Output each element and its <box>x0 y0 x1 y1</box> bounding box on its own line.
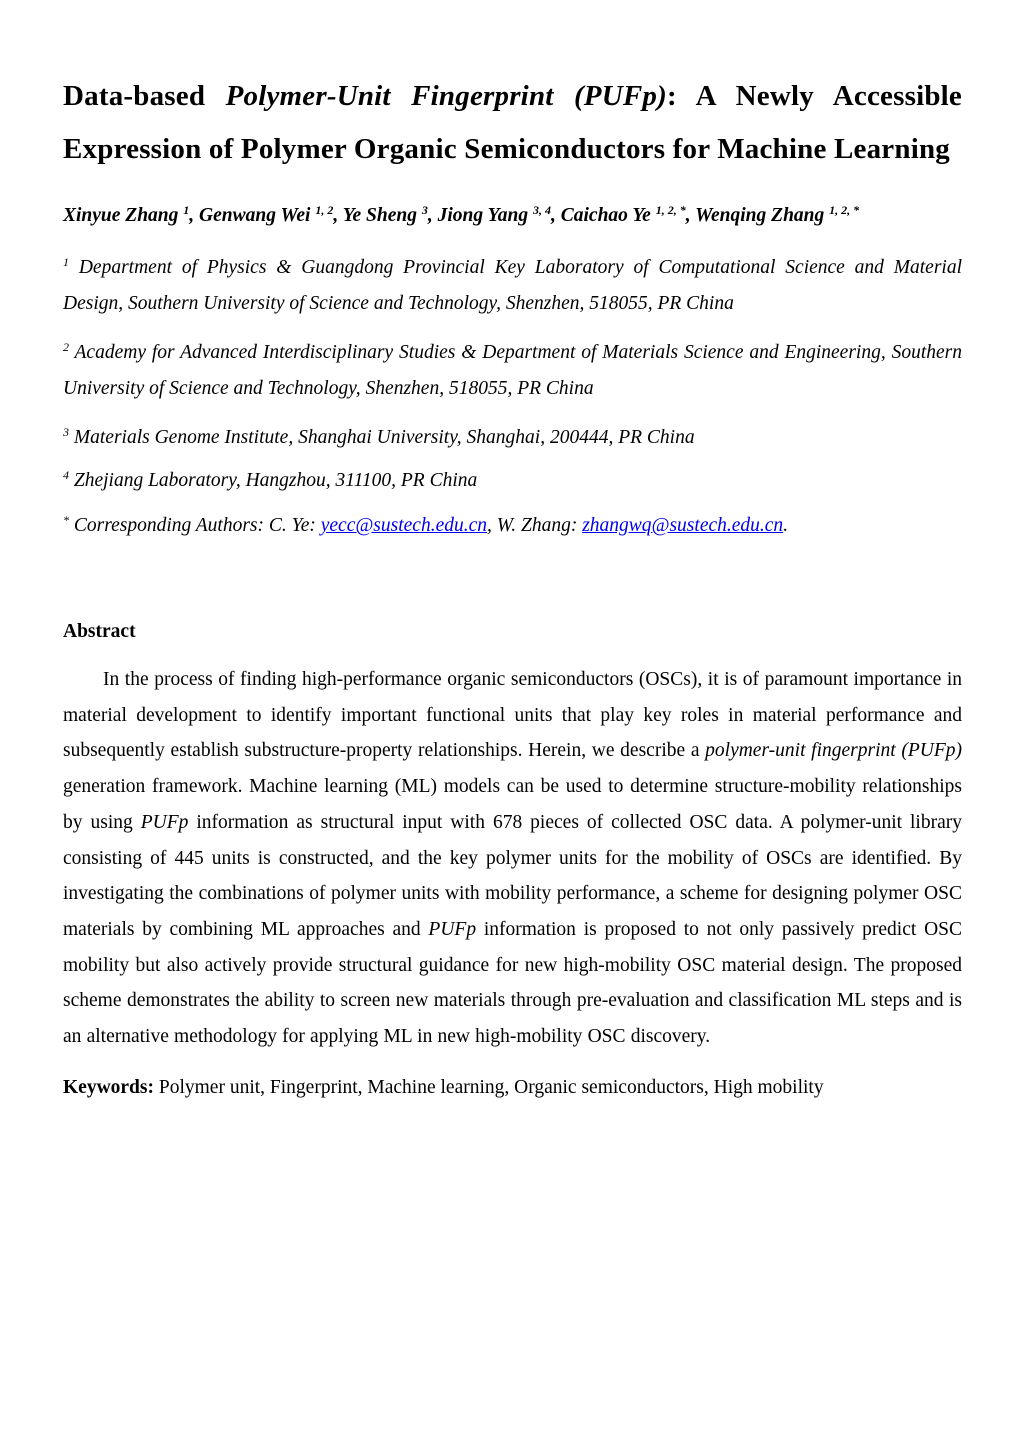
title-part1: Data-based <box>63 80 226 112</box>
author-affil-mark: 3 <box>421 203 428 217</box>
author-name: Wenqing Zhang <box>695 205 825 226</box>
affiliation-mark: 1 <box>63 255 69 269</box>
author-affil-mark: 1, 2 <box>315 203 334 217</box>
author-affil-mark: 1 <box>183 203 190 217</box>
abstract-heading: Abstract <box>63 621 136 642</box>
corresponding-mark: * <box>63 513 69 527</box>
affiliation-mark: 3 <box>63 425 69 439</box>
paper-title <box>63 70 962 176</box>
keywords-text: Polymer unit, Fingerprint, Machine learning, Organic semiconductors, High mobility <box>154 1077 824 1099</box>
keywords-label: Keywords: <box>63 1077 154 1099</box>
affiliation-mark: 2 <box>63 340 69 354</box>
corresponding-authors <box>63 508 962 544</box>
email-link-ye[interactable]: yecc@sustech.edu.cn <box>320 515 488 536</box>
author-name: Caichao Ye <box>560 205 651 226</box>
keywords <box>63 1074 962 1102</box>
author-list: Xinyue Zhang $^1$, Genwang Wei $^{1, 2}$, Ye Sheng $^3$, Jiong Yang $^{3, 4}$, Caichao Ye $^{1, 2, *}$, Wenqing Zhang $^{1, 2, *}$ <box>63 203 860 226</box>
corresponding-prefix: Corresponding Authors: C. Ye: <box>73 515 321 536</box>
author-name: Xinyue Zhang <box>63 205 179 226</box>
abstract-body: In the process of finding high-performance organic semiconductors (OSCs), it is of paramount importance in material development to identify important functional units that play key roles in material performance and subsequently establish substructure-property relationships. Herein, we describe a polymer-unit fingerprint (PUFp) generation framework. Machine learning (ML) models can be used to determine structure-mobility relationships by using PUFp information as structural input with 678 pieces of collected OSC data. A polymer-unit library consisting of 445 units is constructed, and the key polymer units for the mobility of OSCs are identified. By investigating the combinations of polymer units with mobility performance, a scheme for designing polymer OSC materials by combining ML approaches and PUFp information is proposed to not only passively predict OSC mobility but also actively provide structural guidance for new high-mobility OSC material design. The proposed scheme demonstrates the ability to screen new materials through pre-evaluation and classification ML steps and is an alternative methodology for applying ML in new high-mobility OSC discovery. <box>63 669 963 1048</box>
author-affil-mark: 1, 2, * <box>655 203 686 217</box>
affiliation-text: Materials Genome Institute, Shanghai University, Shanghai, 200444, PR China <box>73 427 695 448</box>
affiliation-3 <box>63 420 962 456</box>
affiliation-1 <box>63 250 962 322</box>
paper-page <box>63 70 962 1102</box>
author-name: Jiong Yang <box>437 205 529 226</box>
author-name: Genwang Wei <box>199 205 311 226</box>
affiliation-2 <box>63 335 962 407</box>
corresponding-suffix: . <box>783 515 789 536</box>
affiliation-text: Department of Physics & Guangdong Provincial Key Laboratory of Computational Science and Material Design, Southern University of Science and Technology, Shenzhen, 518055, PR China <box>63 257 963 314</box>
author-affil-mark: 3, 4 <box>532 203 551 217</box>
title-italic: Polymer-Unit Fingerprint (PUFp) <box>225 80 667 112</box>
affiliation-text: Zhejiang Laboratory, Hangzhou, 311100, PR China <box>73 470 478 491</box>
affiliation-mark: 4 <box>63 468 69 482</box>
author-affil-mark: 1, 2, * <box>829 203 860 217</box>
affiliation-text: Academy for Advanced Interdisciplinary Studies & Department of Materials Science and Engineering, Southern University of Science and Technology, Shenzhen, 518055, PR China <box>63 342 962 399</box>
corresponding-middle: , W. Zhang: <box>487 515 583 536</box>
title-part2: : A Newly Accessible Expression of Polymer Organic Semiconductors for Machine Learning <box>63 80 962 165</box>
author-name: Ye Sheng <box>342 205 417 226</box>
affiliation-4 <box>63 463 962 499</box>
email-link-zhang[interactable]: zhangwq@sustech.edu.cn <box>582 515 784 536</box>
